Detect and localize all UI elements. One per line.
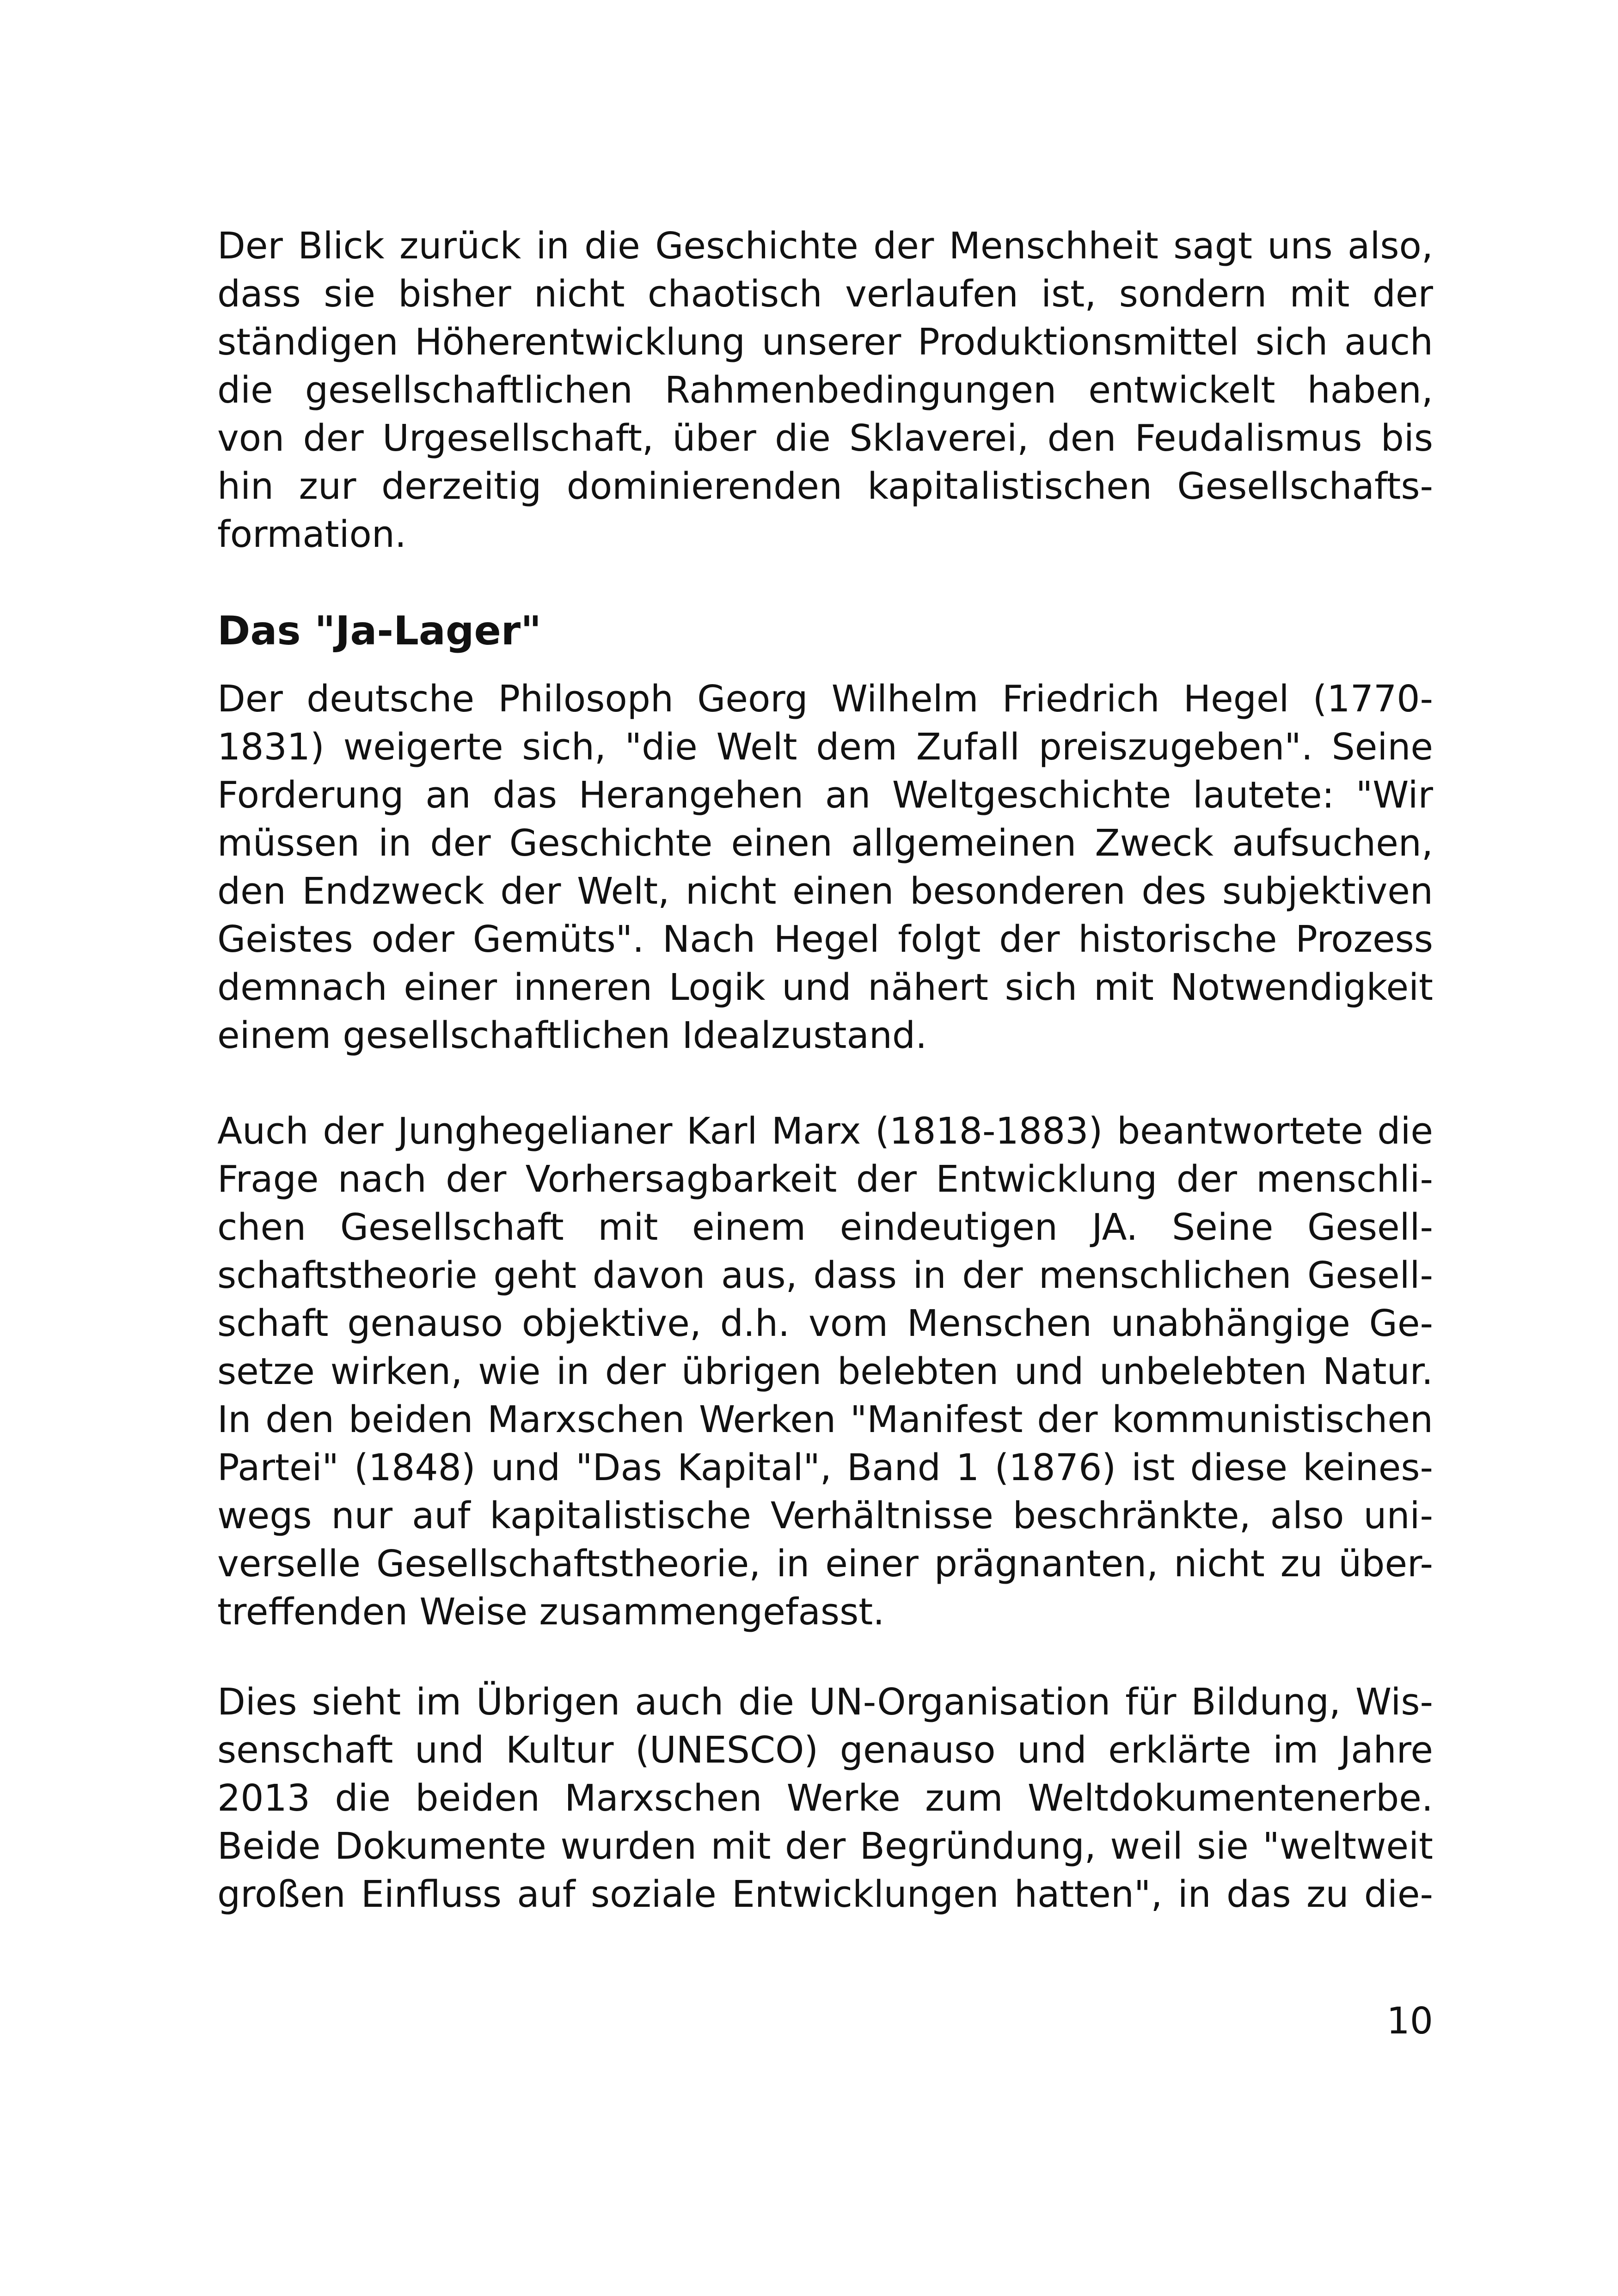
- paragraph-line: demnach einer inneren Logik und nähert sich mit Notwendigkeit: [217, 966, 1433, 1009]
- paragraph-line: chen Gesellschaft mit einem eindeutigen JA. Seine Gesell-: [217, 1206, 1433, 1249]
- paragraph-1: [217, 222, 1433, 558]
- paragraph-line: schaftstheorie geht davon aus, dass in der menschlichen Gesell-: [217, 1254, 1433, 1297]
- paragraph-line: Geistes oder Gemüts". Nach Hegel folgt der historische Prozess: [217, 918, 1433, 961]
- paragraph-4: [217, 1678, 1433, 1918]
- paragraph-line: Der deutsche Philosoph Georg Wilhelm Friedrich Hegel (1770-: [217, 678, 1433, 720]
- paragraph-line: die gesellschaftlichen Rahmenbedingungen entwickelt haben,: [217, 369, 1433, 411]
- paragraph-line: Frage nach der Vorhersagbarkeit der Entwicklung der menschli-: [217, 1158, 1433, 1200]
- paragraph-line: Forderung an das Herangehen an Weltgeschichte lautete: "Wir: [217, 774, 1433, 816]
- paragraph-line: hin zur derzeitig dominierenden kapitalistischen Gesellschafts-: [217, 465, 1433, 508]
- paragraph-line: dass sie bisher nicht chaotisch verlaufen ist, sondern mit der: [217, 273, 1433, 315]
- paragraph-line: müssen in der Geschichte einen allgemeinen Zweck aufsuchen,: [217, 822, 1433, 864]
- paragraph-line: von der Urgesellschaft, über die Sklaverei, den Feudalismus bis: [217, 417, 1433, 459]
- page-number: 10: [1386, 2000, 1433, 2042]
- paragraph-line: treffenden Weise zusammengefasst.: [217, 1591, 885, 1633]
- paragraph-line: In den beiden Marxschen Werken "Manifest der kommunistischen: [217, 1398, 1433, 1441]
- paragraph-line: den Endzweck der Welt, nicht einen besonderen des subjektiven: [217, 870, 1433, 912]
- paragraph-line: setze wirken, wie in der übrigen belebten und unbelebten Natur.: [217, 1350, 1433, 1393]
- paragraph-line: formation.: [217, 513, 407, 556]
- section-heading: Das "Ja-Lager": [217, 608, 542, 654]
- paragraph-line: einem gesellschaftlichen Idealzustand.: [217, 1014, 927, 1057]
- paragraph-line: wegs nur auf kapitalistische Verhältnisse beschränkte, also uni-: [217, 1494, 1433, 1537]
- paragraph-line: schaft genauso objektive, d.h. vom Menschen unabhängige Ge-: [217, 1302, 1433, 1345]
- paragraph-line: 2013 die beiden Marxschen Werke zum Weltdokumentenerbe.: [217, 1777, 1433, 1819]
- paragraph-line: Auch der Junghegelianer Karl Marx (1818-1883) beantwortete die: [217, 1110, 1433, 1152]
- paragraph-line: Beide Dokumente wurden mit der Begründung, weil sie "weltweit: [217, 1825, 1433, 1867]
- paragraph-line: Partei" (1848) und "Das Kapital", Band 1 (1876) ist diese keines-: [217, 1446, 1433, 1489]
- paragraph-line: großen Einfluss auf soziale Entwicklungen hatten", in das zu die-: [217, 1873, 1433, 1916]
- paragraph-line: 1831) weigerte sich, "die Welt dem Zufall preiszugeben". Seine: [217, 726, 1433, 768]
- paragraph-line: Dies sieht im Übrigen auch die UN-Organisation für Bildung, Wis-: [217, 1681, 1433, 1723]
- paragraph-3: [217, 1107, 1433, 1636]
- paragraph-line: verselle Gesellschaftstheorie, in einer prägnanten, nicht zu über-: [217, 1543, 1433, 1585]
- paragraph-2: [217, 675, 1433, 1059]
- paragraph-line: Der Blick zurück in die Geschichte der Menschheit sagt uns also,: [217, 225, 1433, 267]
- paragraph-line: senschaft und Kultur (UNESCO) genauso und erklärte im Jahre: [217, 1729, 1433, 1771]
- paragraph-line: ständigen Höherentwicklung unserer Produktionsmittel sich auch: [217, 321, 1433, 363]
